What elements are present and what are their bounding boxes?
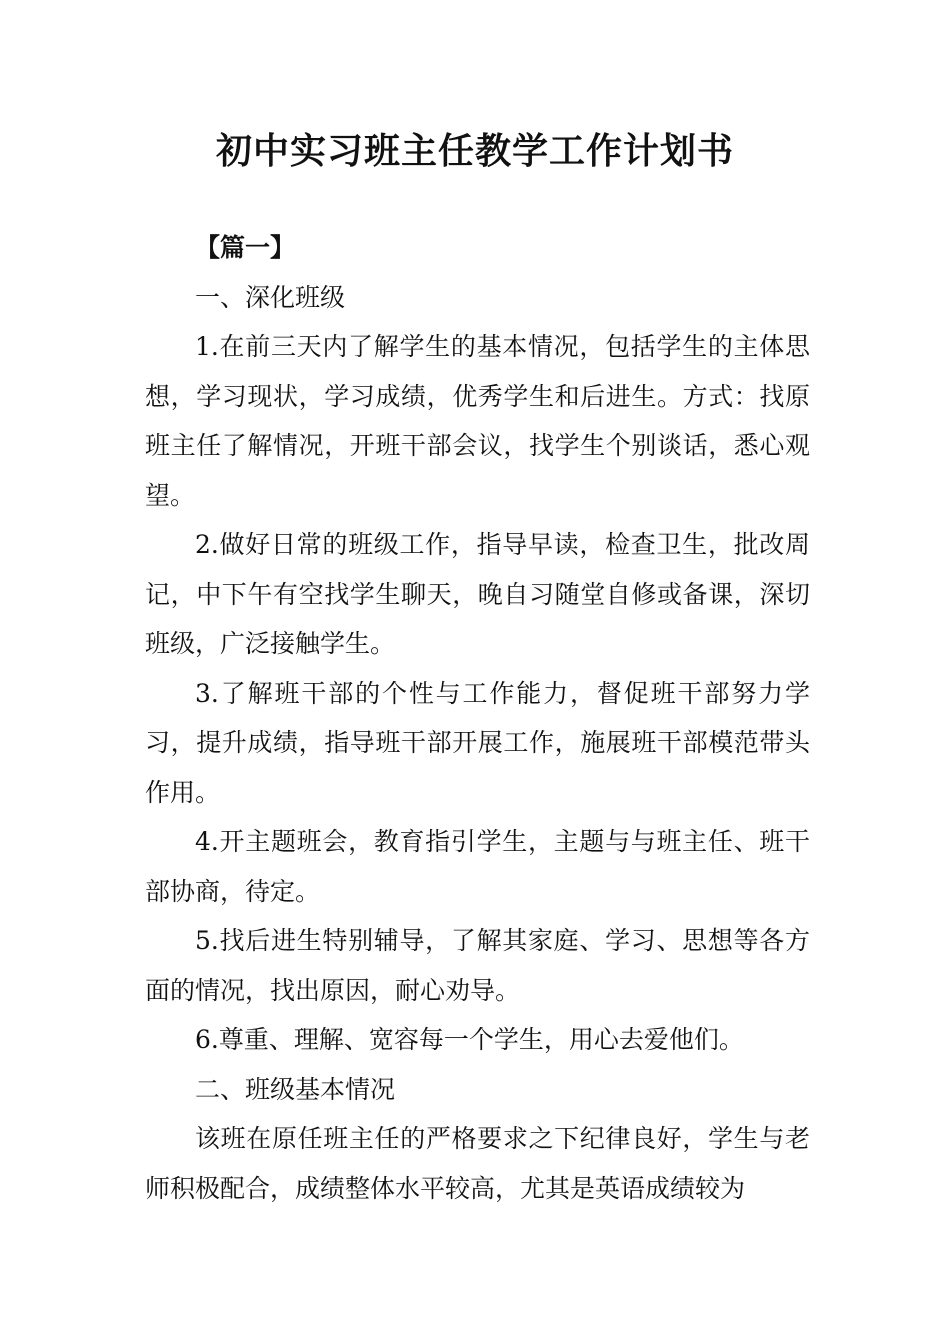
paragraph-item-3: 3.了解班干部的个性与工作能力，督促班干部努力学习，提升成绩，指导班干部开展工作，施展班干部模范带头作用。 — [145, 678, 810, 807]
heading-class-basic-info: 二、班级基本情况 — [195, 1074, 396, 1104]
document-title: 初中实习班主任教学工作计划书 — [215, 130, 734, 172]
paragraph-item-2: 2.做好日常的班级工作，指导早读，检查卫生，批改周记，中下午有空找学生聊天，晚自习随堂自修或备课，深切班级，广泛接触学生。 — [145, 530, 810, 658]
paragraph-class-info: 该班在原任班主任的严格要求之下纪律良好，学生与老师积极配合，成绩整体水平较高，尤其是英语成绩较为 — [145, 1124, 810, 1203]
paragraph-item-5: 5.找后进生特别辅导，了解其家庭、学习、思想等各方面的情况，找出原因，耐心劝导。 — [145, 926, 810, 1005]
heading-deepen-class: 一、深化班级 — [195, 282, 346, 312]
section-tag: 【篇一】 — [195, 233, 296, 262]
paragraph-item-4: 4.开主题班会，教育指引学生，主题与与班主任、班干部协商，待定。 — [145, 827, 810, 906]
paragraph-item-1: 1.在前三天内了解学生的基本情况，包括学生的主体思想，学习现状，学习成绩，优秀学生和后进生。方式：找原班主任了解情况，开班干部会议，找学生个别谈话，悉心观望。 — [145, 332, 810, 510]
document-body — [145, 223, 810, 1213]
paragraph-item-6: 6.尊重、理解、宽容每一个学生，用心去爱他们。 — [195, 1025, 744, 1054]
